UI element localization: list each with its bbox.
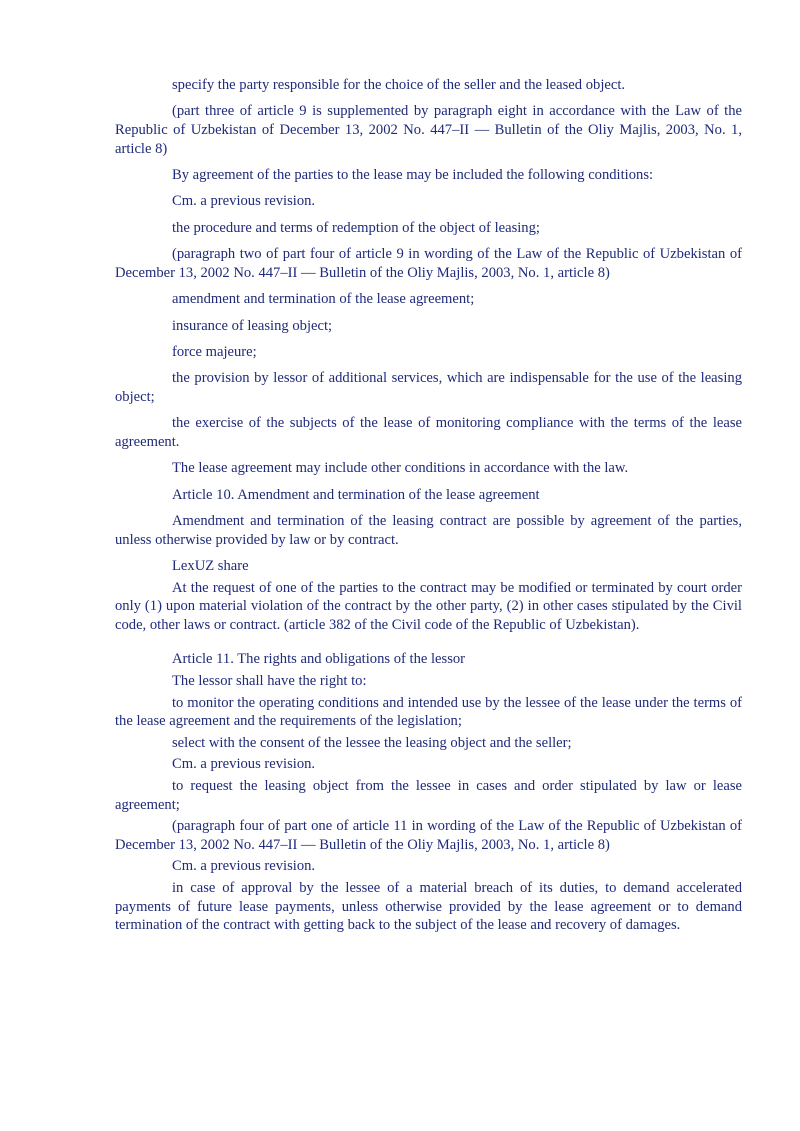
article-10-heading: Article 10. Amendment and termination of the lease agreement xyxy=(172,486,540,503)
paragraph-redemption-terms: the procedure and terms of redemption of the object of leasing; xyxy=(172,219,540,236)
paragraph-amendment-termination: amendment and termination of the lease agreement; xyxy=(172,291,475,308)
paragraph-insurance: insurance of leasing object; xyxy=(172,317,333,334)
note-paragraph-four-article-11: (paragraph four of part one of article 11 in wording of the Law of the Republic of Uzbekistan of December 13, 2002 No. 447–II — Bulletin of the Oliy Majlis, 2003, No. 1, article 8) xyxy=(115,818,742,853)
paragraph-lessor-rights-intro: The lessor shall have the right to: xyxy=(172,673,367,689)
note-part-three-article-9: (part three of article 9 is supplemented by paragraph eight in accordance with the Law of the Republic of Uzbekistan of December 13, 2002 No. 447–II — Bulletin of the Oliy Majlis, 2003, No. 1, article 8) xyxy=(115,103,742,157)
paragraph-seller-choice: specify the party responsible for the choice of the seller and the leased object. xyxy=(172,77,626,93)
previous-revision-link-3[interactable]: Cm. a previous revision. xyxy=(172,858,316,875)
paragraph-lease-conditions-intro: By agreement of the parties to the lease may be included the following conditions: xyxy=(172,166,654,183)
paragraph-force-majeure: force majeure; xyxy=(172,343,257,360)
paragraph-monitoring-compliance: the exercise of the subjects of the lease of monitoring compliance with the terms of the lease agreement. xyxy=(115,415,742,450)
article-11-heading: Article 11. The rights and obligations of the lessor xyxy=(172,651,466,668)
previous-revision-link[interactable]: Cm. a previous revision. xyxy=(172,193,316,210)
document-body xyxy=(115,76,742,938)
paragraph-material-breach: in case of approval by the lessee of a material breach of its duties, to demand accelerated payments of future lease payments, unless otherwise provided by the lease agreement or to demand termination of the contract with getting back to the subject of the lease and recovery of damages. xyxy=(115,879,742,934)
paragraph-select-object: select with the consent of the lessee the leasing object and the seller; xyxy=(172,734,572,751)
paragraph-monitor-operating: to monitor the operating conditions and intended use by the lessee of the lease under the terms of the lease agreement and the requirements of the legislation; xyxy=(115,694,742,730)
lexuz-share-link[interactable]: LexUZ share xyxy=(172,558,249,575)
paragraph-court-order: At the request of one of the parties to the contract may be modified or terminated by court order only (1) upon material violation of the contract by the other party, (2) in other cases stipulated by the Civil code, other laws or contract. (article 382 of the Civil code of the Republic of Uzbekistan). xyxy=(115,579,742,633)
paragraph-additional-services: the provision by lessor of additional services, which are indispensable for the use of the leasing object; xyxy=(115,370,742,405)
previous-revision-link-2[interactable]: Cm. a previous revision. xyxy=(172,756,316,773)
paragraph-other-conditions: The lease agreement may include other conditions in accordance with the law. xyxy=(172,460,629,477)
paragraph-request-object: to request the leasing object from the lessee in cases and order stipulated by law or lease agreement; xyxy=(115,777,742,813)
paragraph-article-10-body: Amendment and termination of the leasing contract are possible by agreement of the parties, unless otherwise provided by law or by contract. xyxy=(115,513,742,548)
note-paragraph-two-article-9: (paragraph two of part four of article 9 in wording of the Law of the Republic of Uzbekistan of December 13, 2002 No. 447–II — Bulletin of the Oliy Majlis, 2003, No. 1, article 8) xyxy=(115,246,742,281)
